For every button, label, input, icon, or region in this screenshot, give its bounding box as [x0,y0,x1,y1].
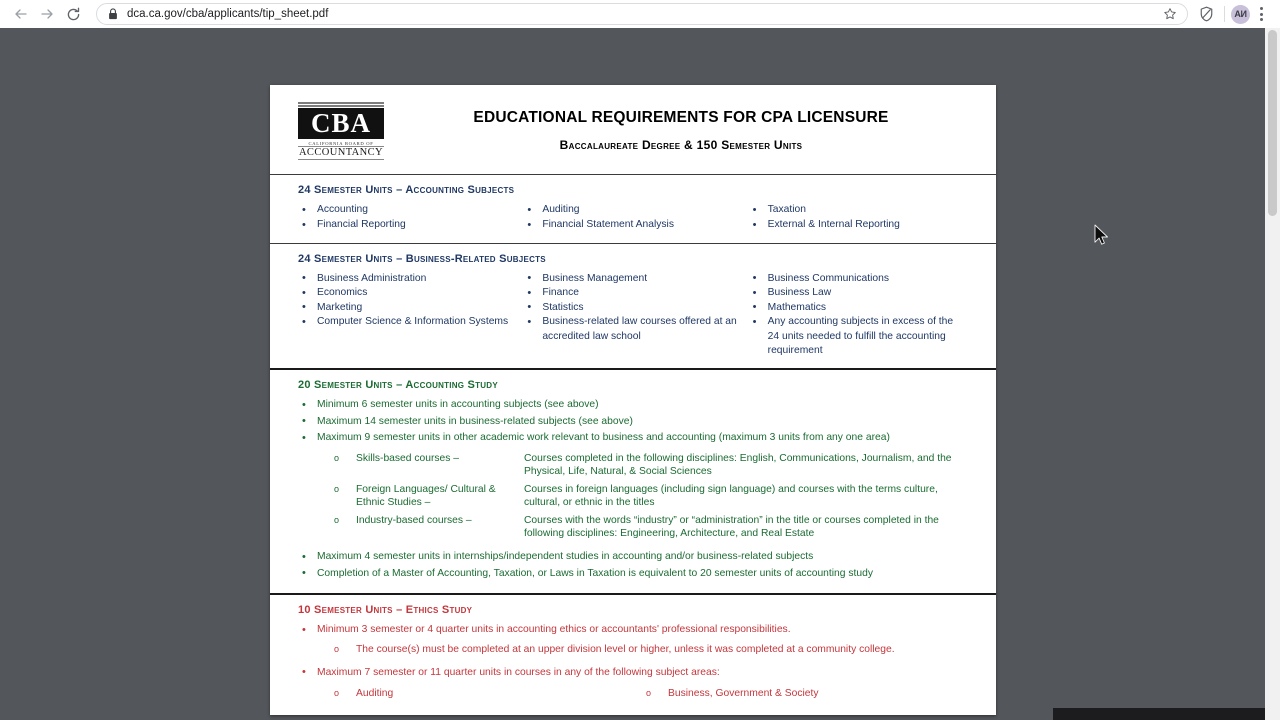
logo-line2: ACCOUNTANCY [298,146,384,160]
subject-left: Auditing [356,688,394,700]
pdf-viewer[interactable] [0,28,1280,720]
list-item: • Statistics [523,301,740,315]
section-accounting-subjects [270,175,996,243]
subrow-label: Industry-based courses – [356,514,472,526]
subrow-label: Skills-based courses – [356,452,460,464]
dot [1260,7,1263,10]
subject-right: Business, Government & Society [668,688,819,700]
list-item: • Business Administration [298,272,515,286]
section-ethics-study [270,595,996,714]
mouse-cursor [1094,224,1110,248]
dot [1260,13,1263,16]
column [298,203,523,232]
list-item: • Maximum 9 semester units in other academic work relevant to business and accounting (maximum 3 units from any one area) [298,431,974,445]
ethics-bullets-2 [298,666,974,680]
list-item: • Financial Reporting [298,218,515,232]
circle-bullet-icon: o [334,644,340,655]
section-columns [298,203,974,232]
subrow-description: Courses completed in the following disciplines: English, Communications, Journalism, and the Physical, Life, Natural, & Social Sciences [524,452,952,478]
list-item: • Completion of a Master of Accounting, Taxation, or Laws in Taxation is equivalent to 20 semester units of accounting study [298,567,974,581]
list-item: • Business Law [749,286,966,300]
reload-icon [65,6,82,23]
scrollbar-thumb[interactable] [1268,30,1277,216]
lock-icon [107,8,119,20]
page-title: EDUCATIONAL REQUIREMENTS FOR CPA LICENSURE [473,109,889,127]
back-arrow-icon [13,6,29,22]
subrow [298,452,974,479]
subrow [298,514,974,541]
document-titles [410,109,972,152]
back-button[interactable] [8,1,34,27]
forward-arrow-icon [39,6,55,22]
section-heading: 24 Semester Units – Business-Related Subjects [298,252,546,265]
subrow-description: Courses in foreign languages (including sign language) and courses with the terms culture, cultural, or ethnic in the titles [524,483,938,509]
list-item: • Finance [523,286,740,300]
pdf-page [270,85,996,715]
list-item: • Marketing [298,301,515,315]
column [523,272,748,359]
section-accounting-study [270,370,996,595]
section-heading: 20 Semester Units – Accounting Study [298,379,498,392]
subrow [298,483,974,510]
address-bar[interactable] [96,3,1188,25]
dot [1260,18,1263,21]
accounting-study-subrows [298,452,974,542]
pdf-viewer-toolbar[interactable] [1053,708,1267,720]
list-item: • Business-related law courses offered at an accredited law school [523,315,740,343]
section-columns [298,272,974,359]
list-item: • Financial Statement Analysis [523,218,740,232]
list-item: • Computer Science & Information Systems [298,315,515,329]
logo-line1: CALIFORNIA BOARD OF [308,141,374,147]
ethics-bullets [298,623,974,637]
list-item: • Business Management [523,272,740,286]
vertical-scrollbar[interactable] [1265,28,1280,720]
bookmark-star-icon[interactable] [1163,7,1177,21]
column [298,272,523,359]
circle-bullet-icon: o [646,688,652,699]
page-subtitle: Baccalaureate Degree & 150 Semester Units [559,138,803,153]
logo-top-bars [298,102,384,106]
circle-bullet-icon: o [334,514,340,525]
cba-logo [298,101,384,160]
list-item: • Economics [298,286,515,300]
ethics-subrow [298,643,974,657]
column [523,203,748,232]
circle-bullet-icon: o [334,483,340,494]
subrow-description: Courses with the words “industry” or “administration” in the title or courses completed in the following disciplines: Engineering, Architecture, and Real Estate [524,514,939,540]
accounting-study-bottom-bullets [298,550,974,581]
list-item: • Taxation [749,203,966,217]
list-item: • Accounting [298,203,515,217]
list-item: • Business Communications [749,272,966,286]
column [749,272,974,359]
subrow-description: The course(s) must be completed at an upper division level or higher, unless it was completed at a community college. [356,644,895,656]
list-item: • Any accounting subjects in excess of the 24 units needed to fulfill the accounting requirement [749,315,966,357]
list-item: • Minimum 6 semester units in accounting subjects (see above) [298,398,974,412]
document-header [270,85,996,175]
subrow-label: Foreign Languages/ Cultural & Ethnic Studies – [356,483,496,509]
url-text: dca.ca.gov/cba/applicants/tip_sheet.pdf [127,8,329,20]
list-item: • Mathematics [749,301,966,315]
ethics-subjects-row [298,687,974,701]
list-item: • External & Internal Reporting [749,218,966,232]
browser-toolbar [0,0,1280,28]
logo-mark: CBA [298,108,384,139]
section-business-related-subjects [270,244,996,371]
circle-bullet-icon: o [334,688,340,699]
section-heading: 10 Semester Units – Ethics Study [298,604,473,617]
list-item: • Maximum 4 semester units in internships/independent studies in accounting and/or business-related subjects [298,550,974,564]
circle-bullet-icon: o [334,452,340,463]
reload-button[interactable] [60,1,86,27]
toolbar-divider [1224,6,1225,22]
toolbar-right-actions [1194,2,1272,26]
list-item: • Auditing [523,203,740,217]
three-dot-menu-icon[interactable] [1250,2,1272,26]
accounting-study-top-bullets [298,398,974,445]
list-item: • Maximum 7 semester or 11 quarter units in courses in any of the following subject areas: [298,666,974,680]
list-item: • Minimum 3 semester or 4 quarter units in accounting ethics or accountants' professional responsibilities. [298,623,974,637]
shield-icon[interactable] [1194,2,1218,26]
column [749,203,974,232]
section-heading: 24 Semester Units – Accounting Subjects [298,184,515,197]
forward-button[interactable] [34,1,60,27]
list-item: • Maximum 14 semester units in business-related subjects (see above) [298,415,974,429]
avatar[interactable]: AИ [1231,5,1250,24]
